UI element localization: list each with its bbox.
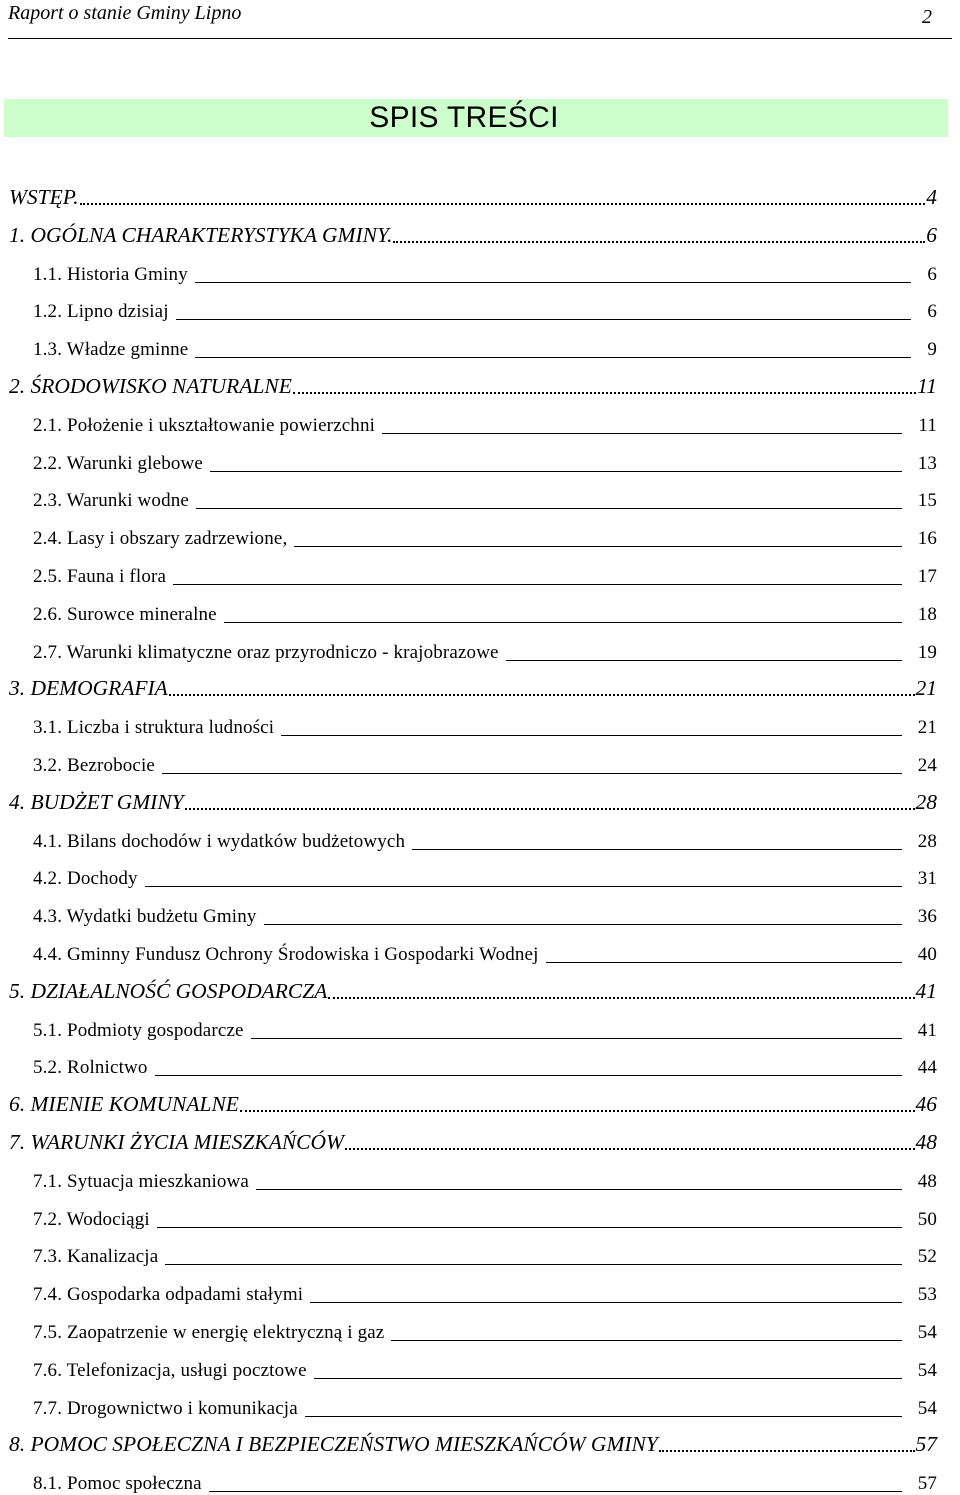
line-leader [162, 773, 902, 774]
toc-section-entry[interactable] [0, 331, 960, 361]
dot-leader [659, 1450, 915, 1452]
dot-leader [328, 997, 914, 999]
toc-entry-label: 6. MIENIE KOMUNALNE [0, 1092, 239, 1117]
dot-leader [80, 203, 926, 205]
toc-entry-label: 4.3. Wydatki budżetu Gminy [0, 906, 257, 928]
toc-entry-page-number: 48 [918, 1171, 960, 1193]
toc-entry-label: 7.5. Zaopatrzenie w energię elektryczną i gaz [0, 1322, 384, 1344]
toc-section-entry[interactable] [0, 293, 960, 323]
toc-entry-label: 7.3. Kanalizacja [0, 1246, 158, 1268]
toc-entry-page-number: 19 [918, 642, 960, 664]
toc-entry-page-number: 9 [927, 339, 960, 361]
line-leader [251, 1038, 902, 1039]
toc-entry-page-number: 36 [918, 906, 960, 928]
toc-entry-page-number: 24 [918, 755, 960, 777]
toc-entry-label: 1. OGÓLNA CHARAKTERYSTYKA GMINY. [0, 223, 392, 248]
toc-entry-page-number: 6 [927, 264, 960, 286]
line-leader [264, 924, 902, 925]
toc-section-entry[interactable] [0, 520, 960, 550]
toc-entry-label: 2.5. Fauna i flora [0, 566, 166, 588]
toc-entry-label: 7.6. Telefonizacja, usługi pocztowe [0, 1360, 307, 1382]
toc-entry-label: 3. DEMOGRAFIA [0, 676, 168, 701]
toc-section-entry[interactable] [0, 1012, 960, 1042]
toc-section-entry[interactable] [0, 1390, 960, 1420]
toc-heading-banner [4, 99, 948, 137]
toc-chapter-entry[interactable] [0, 369, 960, 399]
toc-entry-page-number: 54 [918, 1360, 960, 1382]
toc-section-entry[interactable] [0, 407, 960, 437]
line-leader [546, 962, 902, 963]
toc-entry-page-number: 11 [917, 374, 960, 399]
toc-entry-page-number: 46 [916, 1092, 960, 1117]
toc-entry-page-number: 4 [926, 185, 960, 210]
toc-entry-page-number: 21 [916, 676, 960, 701]
toc-entry-page-number: 50 [918, 1209, 960, 1231]
line-leader [176, 319, 912, 320]
toc-entry-page-number: 15 [918, 490, 960, 512]
toc-entry-page-number: 6 [926, 223, 960, 248]
toc-section-entry[interactable] [0, 558, 960, 588]
toc-section-entry[interactable] [0, 482, 960, 512]
toc-entry-label: 4.4. Gminny Fundusz Ochrony Środowiska i Gospodarki Wodnej [0, 944, 539, 966]
toc-entry-label: 7.4. Gospodarka odpadami stałymi [0, 1284, 303, 1306]
line-leader [294, 546, 901, 547]
toc-section-entry[interactable] [0, 1276, 960, 1306]
toc-section-entry[interactable] [0, 1163, 960, 1193]
line-leader [281, 735, 902, 736]
toc-entry-label: WSTĘP. [0, 185, 79, 210]
toc-section-entry[interactable] [0, 445, 960, 475]
line-leader [196, 508, 902, 509]
toc-entry-label: 5. DZIAŁALNOŚĆ GOSPODARCZA [0, 979, 327, 1004]
toc-entry-page-number: 44 [918, 1057, 960, 1079]
toc-entry-page-number: 31 [918, 868, 960, 890]
line-leader [165, 1264, 901, 1265]
toc-section-entry[interactable] [0, 1314, 960, 1344]
toc-entry-page-number: 54 [918, 1322, 960, 1344]
toc-entry-label: 5.1. Podmioty gospodarcze [0, 1020, 244, 1042]
line-leader [145, 886, 902, 887]
line-leader [305, 1416, 902, 1417]
toc-entry-label: 1.3. Władze gminne [0, 339, 188, 361]
dot-leader [393, 241, 925, 243]
line-leader [314, 1378, 902, 1379]
toc-entry-page-number: 48 [916, 1130, 960, 1155]
toc-entry-label: 2.1. Położenie i ukształtowanie powierzchni [0, 415, 375, 437]
toc-chapter-entry[interactable] [0, 218, 960, 248]
toc-entry-page-number: 53 [918, 1284, 960, 1306]
dot-leader [185, 808, 915, 810]
toc-entry-label: 2.3. Warunki wodne [0, 490, 189, 512]
toc-entry-label: 2.2. Warunki glebowe [0, 453, 203, 475]
toc-entry-label: 2.4. Lasy i obszary zadrzewione, [0, 528, 287, 550]
line-leader [382, 433, 902, 434]
toc-chapter-entry[interactable] [0, 1427, 960, 1457]
line-leader [310, 1302, 901, 1303]
line-leader [195, 282, 912, 283]
line-leader [210, 471, 902, 472]
line-leader [412, 849, 902, 850]
line-leader [155, 1075, 902, 1076]
dot-leader [293, 392, 916, 394]
toc-entry-label: 4.1. Bilans dochodów i wydatków budżetowych [0, 831, 405, 853]
toc-entry-page-number: 18 [918, 604, 960, 626]
toc-section-entry[interactable] [0, 747, 960, 777]
toc-section-entry[interactable] [0, 256, 960, 286]
toc-entry-page-number: 16 [918, 528, 960, 550]
dot-leader [169, 694, 915, 696]
toc-entry-label: 7.7. Drogownictwo i komunikacja [0, 1398, 298, 1420]
toc-section-entry[interactable] [0, 1465, 960, 1495]
toc-section-entry[interactable] [0, 860, 960, 890]
toc-section-entry[interactable] [0, 936, 960, 966]
line-leader [256, 1189, 902, 1190]
toc-entry-label: 7.2. Wodociągi [0, 1209, 150, 1231]
toc-chapter-entry[interactable] [0, 974, 960, 1004]
toc-entry-page-number: 21 [918, 717, 960, 739]
toc-entry-page-number: 13 [918, 453, 960, 475]
toc-entry-page-number: 40 [918, 944, 960, 966]
toc-entry-page-number: 41 [916, 979, 960, 1004]
toc-entry-label: 4.2. Dochody [0, 868, 138, 890]
toc-entry-page-number: 11 [918, 415, 960, 437]
toc-title: SPIS TREŚCI [4, 101, 948, 135]
toc-entry-label: 8. POMOC SPOŁECZNA I BEZPIECZEŃSTWO MIESZKAŃCÓW GMINY [0, 1432, 658, 1457]
toc-entry-page-number: 28 [918, 831, 960, 853]
toc-entry-label: 2.6. Surowce mineralne [0, 604, 217, 626]
toc-chapter-entry[interactable] [0, 671, 960, 701]
toc-section-entry[interactable] [0, 709, 960, 739]
toc-entry-label: 1.1. Historia Gminy [0, 264, 188, 286]
toc-section-entry[interactable] [0, 634, 960, 664]
toc-entry-label: 7.1. Sytuacja mieszkaniowa [0, 1171, 249, 1193]
toc-section-entry[interactable] [0, 1238, 960, 1268]
toc-section-entry[interactable] [0, 1049, 960, 1079]
toc-entry-page-number: 6 [927, 301, 960, 323]
toc-entry-page-number: 57 [918, 1473, 960, 1495]
toc-entry-page-number: 41 [918, 1020, 960, 1042]
dot-leader [345, 1148, 915, 1150]
line-leader [224, 622, 902, 623]
toc-entry-label: 7. WARUNKI ŻYCIA MIESZKAŃCÓW [0, 1130, 344, 1155]
toc-entry-page-number: 17 [918, 566, 960, 588]
toc-entry-label: 8.1. Pomoc społeczna [0, 1473, 202, 1495]
toc-chapter-entry[interactable] [0, 180, 960, 210]
toc-entry-label: 4. BUDŻET GMINY [0, 790, 184, 815]
line-leader [506, 660, 902, 661]
line-leader [391, 1340, 901, 1341]
header-title: Raport o stanie Gminy Lipno [8, 2, 241, 25]
toc-section-entry[interactable] [0, 823, 960, 853]
toc-chapter-entry[interactable] [0, 1087, 960, 1117]
line-leader [173, 584, 902, 585]
toc-section-entry[interactable] [0, 596, 960, 626]
dot-leader [240, 1110, 915, 1112]
toc-entry-page-number: 54 [918, 1398, 960, 1420]
toc-chapter-entry[interactable] [0, 785, 960, 815]
toc-entry-page-number: 52 [918, 1246, 960, 1268]
toc-entry-label: 2.7. Warunki klimatyczne oraz przyrodniczo - krajobrazowe [0, 642, 499, 664]
toc-entry-page-number: 57 [916, 1432, 960, 1457]
toc-section-entry[interactable] [0, 1201, 960, 1231]
line-leader [157, 1227, 902, 1228]
header-page-number: 2 [922, 6, 932, 29]
running-header [8, 0, 952, 39]
toc-entry-label: 5.2. Rolnictwo [0, 1057, 148, 1079]
toc-entry-label: 3.1. Liczba i struktura ludności [0, 717, 274, 739]
line-leader [195, 357, 911, 358]
toc-entry-label: 1.2. Lipno dzisiaj [0, 301, 169, 323]
toc-entry-label: 2. ŚRODOWISKO NATURALNE [0, 374, 292, 399]
toc-section-entry[interactable] [0, 898, 960, 928]
toc-chapter-entry[interactable] [0, 1125, 960, 1155]
toc-entry-page-number: 28 [916, 790, 960, 815]
toc-entry-label: 3.2. Bezrobocie [0, 755, 155, 777]
toc-section-entry[interactable] [0, 1352, 960, 1382]
